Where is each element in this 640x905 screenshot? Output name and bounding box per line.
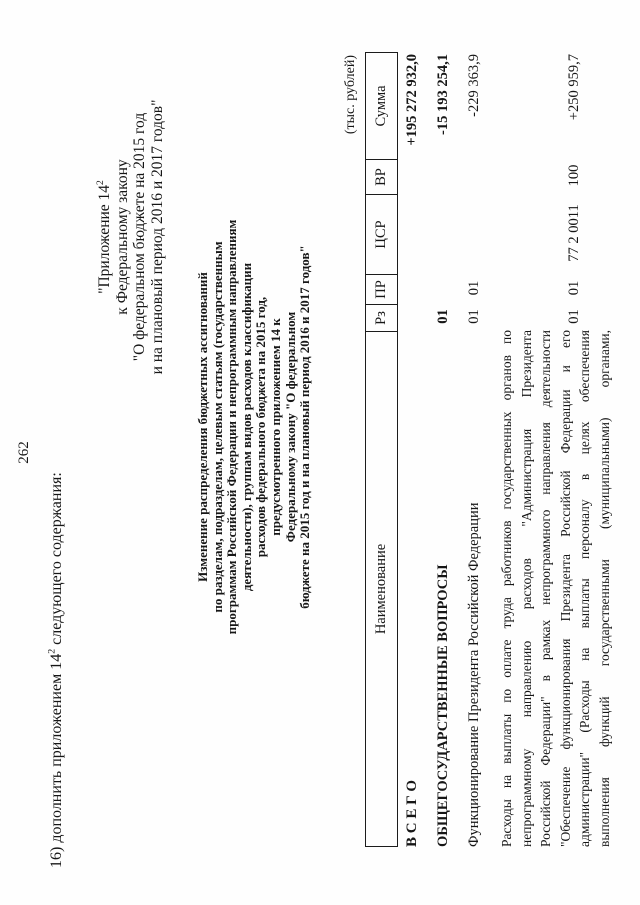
expense-name-line-6: выполнения функций государственными (муниципальными) органами,: [596, 330, 612, 847]
table-row-subsection-rz: 01: [466, 309, 482, 324]
expense-name-line-1: Расходы на выплаты по оплате труда работников государственных органов по: [499, 330, 514, 847]
expense-name-line-4: "Обеспечение функционирования Президента Российской Федерации и его: [557, 330, 573, 847]
table-row-expense-csr: 77 2 0011: [566, 204, 582, 262]
title-line-3: программам Российской Федерации и непрограммным направлениям: [224, 219, 240, 635]
expense-name-line-5: администрации" (Расходы на выплаты персоналу в целях обеспечения: [577, 330, 593, 847]
table-header-row: [365, 52, 398, 847]
table-row-expense-vr: 100: [566, 164, 582, 187]
title-line-1: Изменение распределения бюджетных ассигнований: [195, 272, 210, 582]
column-header-vr: ВР: [366, 160, 397, 195]
appendix-ref-line-4: и на плановый период 2016 и 2017 годов": [148, 99, 166, 375]
table-row-expense-rz: 01: [566, 309, 582, 324]
table-row-section-name: ОБЩЕГОСУДАРСТВЕННЫЕ ВОПРОСЫ: [435, 564, 451, 847]
column-header-rz: Рз: [366, 305, 397, 332]
table-row-total-name: В С Е Г О: [404, 779, 420, 847]
table-row-subsection-pr: 01: [466, 280, 482, 296]
document-title: [196, 202, 313, 652]
appendix-ref-line-2: к Федеральному закону: [113, 159, 131, 315]
title-line-5: расходов федерального бюджета на 2015 год,: [253, 296, 269, 558]
intro-superscript: 2: [46, 648, 58, 654]
table-row-expense-sum: +250 959,7: [566, 54, 582, 121]
table-row-section-rz: 01: [435, 309, 451, 324]
table-row-total-sum: +195 272 932,0: [404, 54, 420, 146]
appendix-ref-line-3: "О федеральном бюджете на 2015 год: [131, 112, 148, 362]
column-header-csr: ЦСР: [366, 195, 397, 275]
appendix-reference-block: [96, 48, 166, 426]
title-line-2: по разделам, подразделам, целевым статьям (государственным: [209, 241, 225, 613]
title-line-8: бюджете на 2015 год и на плановый период 2016 и 2017 годов": [297, 245, 313, 609]
title-line-7: Федеральному закону "О федеральном: [282, 311, 298, 543]
expense-name-line-2: непрограммному направлению расходов "Администрация Президента: [518, 330, 534, 847]
table-row-section-sum: -15 193 254,1: [435, 54, 451, 135]
title-line-4: деятельности), группам видов расходов классификации: [238, 262, 254, 592]
appendix-ref-superscript: 2: [94, 180, 106, 185]
title-line-6: предусмотренного приложением 14 к: [267, 318, 283, 536]
page-number: 262: [16, 441, 32, 464]
appendix-ref-line1-text: "Приложение 14: [96, 184, 113, 294]
units-label: (тыс. рублей): [343, 55, 358, 135]
amendment-intro-line: [48, 472, 66, 868]
table-row-subsection-name: Функционирование Президента Российской Федерации: [466, 502, 482, 847]
column-header-name: Наименование: [373, 543, 389, 635]
table-row-expense-pr: 01: [566, 280, 582, 296]
intro-text-after: следующего содержания:: [48, 472, 65, 649]
table-row-expense-name: [497, 330, 615, 847]
appendix-ref-line-1: [96, 48, 114, 426]
table-row-subsection-sum: -229 363,9: [466, 54, 482, 117]
column-header-sum: Сумма: [366, 53, 397, 160]
intro-text-before: 16) дополнить приложением 14: [48, 653, 65, 868]
column-header-pr: ПР: [366, 275, 397, 305]
expense-name-line-3: Российской Федерации" в рамках непрограммного направления деятельности: [538, 330, 554, 847]
